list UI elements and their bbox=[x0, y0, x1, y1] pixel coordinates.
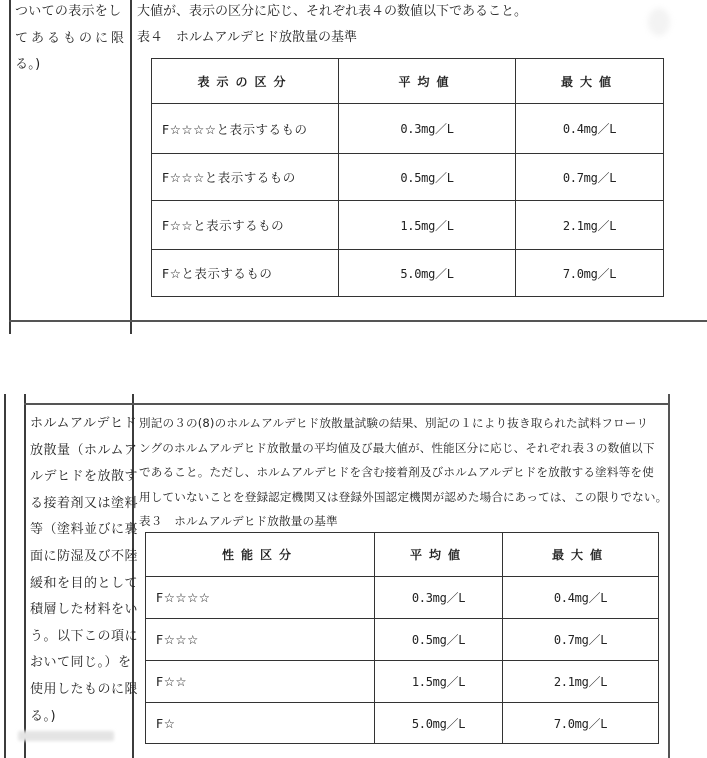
row-category: F☆☆☆☆と表示するもの bbox=[152, 104, 339, 154]
row-average: 0.3mg／L bbox=[375, 577, 503, 619]
header-average: 平均値 bbox=[339, 59, 516, 104]
row-maximum: 0.7mg／L bbox=[516, 154, 664, 201]
header-performance-category: 性能区分 bbox=[146, 533, 375, 577]
table-row bbox=[152, 201, 664, 250]
row-average: 0.5mg／L bbox=[339, 154, 516, 201]
bottom-top-border bbox=[24, 403, 670, 405]
bottom-body-paragraph bbox=[139, 411, 667, 534]
table-row bbox=[146, 577, 659, 619]
table-row bbox=[146, 619, 659, 661]
row-maximum: 7.0mg／L bbox=[516, 250, 664, 297]
top-bottom-border bbox=[9, 320, 707, 322]
left-column-line: 放散量（ホルムア bbox=[30, 442, 138, 458]
row-category: F☆と表示するもの bbox=[152, 250, 339, 297]
row-category: F☆☆☆と表示するもの bbox=[152, 154, 339, 201]
left-column-line: る。) bbox=[15, 57, 41, 72]
row-category: F☆☆☆ bbox=[146, 619, 375, 661]
row-category: F☆☆☆☆ bbox=[146, 577, 375, 619]
table-row bbox=[152, 250, 664, 297]
bottom-left-column-text bbox=[30, 411, 138, 730]
left-column-line: 面に防湿及び不陸 bbox=[30, 548, 139, 564]
body-line: ングのホルムアルデヒド放散量の平均値及び最大値が、性能区分に応じ、それぞれ表３の数値以下 bbox=[139, 440, 655, 455]
table-header-row bbox=[152, 59, 664, 104]
header-maximum: 最大値 bbox=[503, 533, 659, 577]
bottom-right-border bbox=[668, 394, 670, 758]
row-maximum: 2.1mg／L bbox=[503, 661, 659, 703]
row-category: F☆☆と表示するもの bbox=[152, 201, 339, 250]
body-line: 用していないことを登録認定機関又は登録外国認定機関が認めた場合にあっては、この限りでない。 bbox=[139, 489, 668, 504]
watermark-blur bbox=[648, 8, 670, 36]
row-average: 1.5mg／L bbox=[339, 201, 516, 250]
left-column-line: る。) bbox=[30, 708, 57, 724]
row-maximum: 0.7mg／L bbox=[503, 619, 659, 661]
header-average: 平均値 bbox=[375, 533, 503, 577]
table-row bbox=[146, 661, 659, 703]
row-category: F☆ bbox=[146, 703, 375, 744]
top-table-caption: 表４ ホルムアルデヒド放散量の基準 bbox=[137, 30, 357, 45]
top-column-divider bbox=[130, 0, 132, 334]
row-average: 0.5mg／L bbox=[375, 619, 503, 661]
bottom-outer-left-border bbox=[4, 394, 6, 758]
row-average: 1.5mg／L bbox=[375, 661, 503, 703]
left-column-line: 緩和を目的として bbox=[30, 575, 139, 591]
left-column-line: 等（塗料並びに裏 bbox=[30, 522, 139, 538]
left-column-line: おいて同じ。）を bbox=[30, 655, 132, 671]
left-column-line: 積層した材料をい bbox=[30, 602, 139, 618]
table-row bbox=[146, 703, 659, 744]
body-line: 別記の３の(8)のホルムアルデヒド放散量試験の結果、別記の１により抜き取られた試料フローリ bbox=[139, 416, 649, 430]
left-column-line: てあるものに限 bbox=[15, 30, 128, 46]
row-average: 5.0mg／L bbox=[375, 703, 503, 744]
left-column-line: 使用したものに限 bbox=[30, 681, 139, 697]
row-maximum: 0.4mg／L bbox=[503, 577, 659, 619]
bottom-inner-left-border bbox=[24, 394, 26, 758]
left-column-line: ルデヒドを放散す bbox=[30, 469, 139, 485]
row-maximum: 7.0mg／L bbox=[503, 703, 659, 744]
header-display-category: 表示の区分 bbox=[152, 59, 339, 104]
header-maximum: 最大値 bbox=[516, 59, 664, 104]
body-line: であること。ただし、ホルムアルデヒドを含む接着剤及びホルムアルデヒドを放散する塗料等を使 bbox=[139, 465, 654, 479]
row-maximum: 2.1mg／L bbox=[516, 201, 664, 250]
row-maximum: 0.4mg／L bbox=[516, 104, 664, 154]
left-column-line: ついての表示をし bbox=[15, 4, 122, 19]
table-row bbox=[152, 104, 664, 154]
left-column-line: う。以下この項に bbox=[30, 628, 139, 644]
row-average: 0.3mg／L bbox=[339, 104, 516, 154]
top-body-line: 大値が、表示の区分に応じ、それぞれ表４の数値以下であること。 bbox=[137, 4, 528, 19]
formaldehyde-table-4 bbox=[151, 58, 664, 297]
watermark-blur bbox=[18, 731, 114, 741]
row-average: 5.0mg／L bbox=[339, 250, 516, 297]
left-column-line: る接着剤又は塗料 bbox=[30, 495, 139, 511]
formaldehyde-table-3 bbox=[145, 532, 659, 744]
bottom-table-caption: 表３ ホルムアルデヒド放散量の基準 bbox=[139, 514, 338, 528]
table-row bbox=[152, 154, 664, 201]
top-left-border bbox=[9, 0, 11, 334]
table-header-row bbox=[146, 533, 659, 577]
left-column-line: ホルムアルデヒド bbox=[30, 416, 137, 431]
row-category: F☆☆ bbox=[146, 661, 375, 703]
top-left-column-text bbox=[15, 0, 127, 79]
